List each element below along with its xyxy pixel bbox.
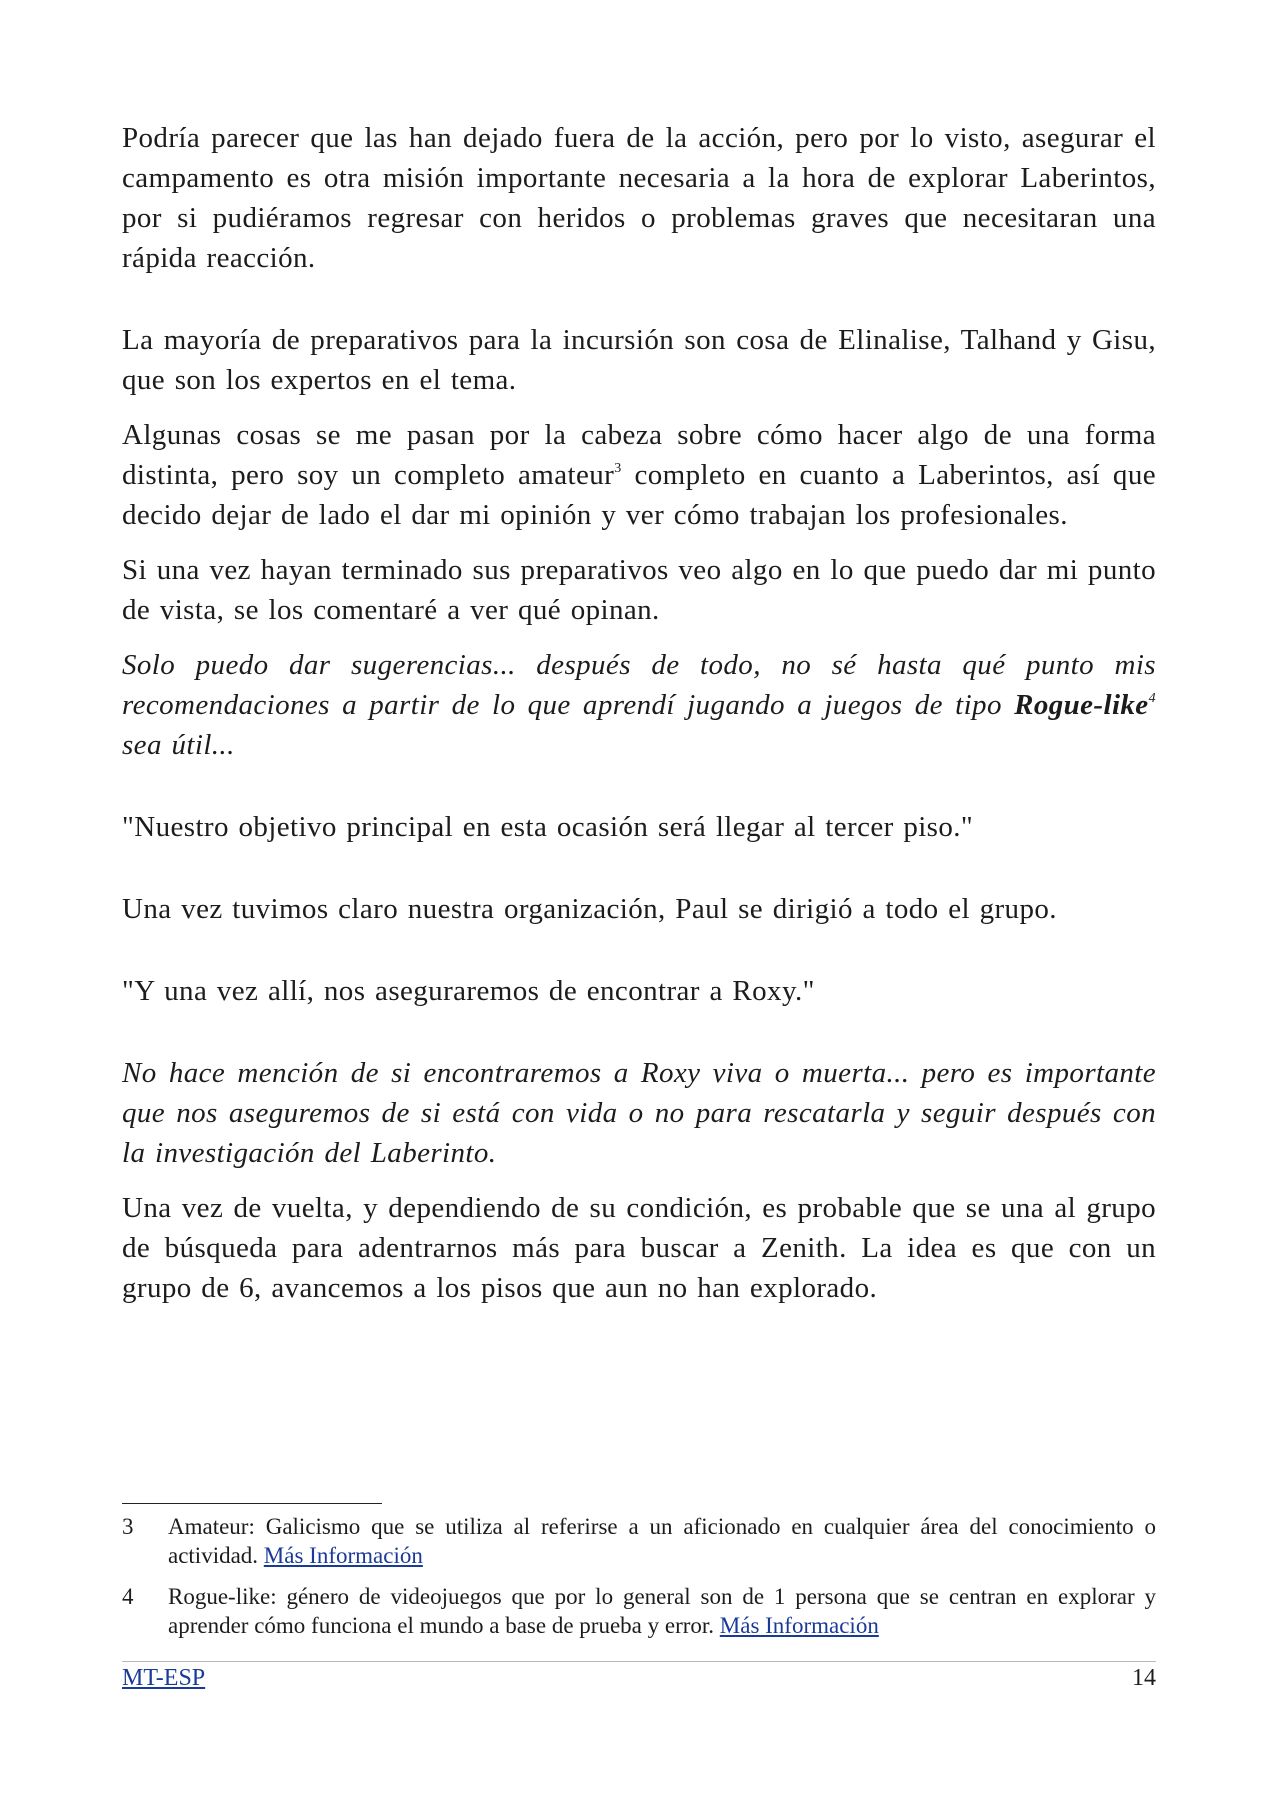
footnote-4 — [122, 1582, 1156, 1640]
footnote-3 — [122, 1512, 1156, 1570]
footnote-text — [168, 1582, 1156, 1640]
footer-separator — [122, 1661, 1156, 1662]
more-info-link[interactable]: Más Información — [263, 1543, 423, 1568]
footnote-separator — [122, 1503, 382, 1504]
rogue-like-term: Rogue-like — [1014, 689, 1149, 721]
paragraph-4: Si una vez hayan terminado sus preparativos veo algo en lo que puedo dar mi punto de vista, se los comentaré a ver qué opinan. — [122, 554, 1156, 626]
footnote-number: 4 — [122, 1584, 134, 1609]
footnote-ref-4[interactable]: 4 — [1148, 691, 1156, 706]
footnote-body: Rogue-like: género de videojuegos que por lo general son de 1 persona que se centran en explorar y aprender cómo funciona el mundo a base de prueba y error. — [168, 1584, 1156, 1638]
paragraph-2: La mayoría de preparativos para la incursión son cosa de Elinalise, Talhand y Gisu, que son los expertos en el tema. — [122, 324, 1156, 396]
paragraph-7: Una vez tuvimos claro nuestra organización, Paul se dirigió a todo el grupo. — [122, 893, 1057, 925]
page-body — [122, 118, 1156, 1308]
paragraph-9: No hace mención de si encontraremos a Roxy viva o muerta... pero es importante que nos aseguremos de si está con vida o no para rescatarla y seguir después con la investigación del Laberinto. — [122, 1057, 1156, 1169]
footer-site-link[interactable]: MT-ESP — [122, 1665, 206, 1691]
paragraph-3-text-a: Algunas cosas se me pasan por la cabeza sobre cómo hacer algo de una forma distinta, pero soy un completo amateur — [122, 419, 1156, 491]
paragraph-3 — [122, 415, 1156, 535]
footnote-number: 3 — [122, 1514, 134, 1539]
paragraph-6: "Nuestro objetivo principal en esta ocasión será llegar al tercer piso." — [122, 811, 974, 843]
footnote-ref-3[interactable]: 3 — [614, 461, 622, 476]
paragraph-10: Una vez de vuelta, y dependiendo de su condición, es probable que se una al grupo de búsqueda para adentrarnos más para buscar a Zenith. La idea es que con un grupo de 6, avancemos a los pisos que aun no han explorado. — [122, 1192, 1156, 1304]
paragraph-5-text-a: Solo puedo dar sugerencias... después de todo, no sé hasta qué punto mis recomendaciones a partir de lo que aprendí jugando a juegos de tipo — [122, 649, 1156, 721]
footnote-text — [168, 1512, 1156, 1570]
paragraph-3-text-b: completo en cuanto a Laberintos, así que decido dejar de lado el dar mi opinión y ver cómo trabajan los profesionales. — [122, 459, 1156, 531]
page-number: 14 — [1132, 1665, 1156, 1691]
footnote-body: Amateur: Galicismo que se utiliza al referirse a un aficionado en cualquier área del conocimiento o actividad. — [168, 1514, 1156, 1568]
paragraph-1: Podría parecer que las han dejado fuera de la acción, pero por lo visto, asegurar el campamento es otra misión importante necesaria a la hora de explorar Laberintos, por si pudiéramos regresar con heridos o problemas graves que necesitaran una rápida reacción. — [122, 122, 1156, 274]
more-info-link[interactable]: Más Información — [719, 1613, 879, 1638]
paragraph-5 — [122, 645, 1156, 765]
paragraph-8: "Y una vez allí, nos aseguraremos de encontrar a Roxy." — [122, 975, 815, 1007]
paragraph-5-text-b: sea útil... — [122, 729, 235, 761]
